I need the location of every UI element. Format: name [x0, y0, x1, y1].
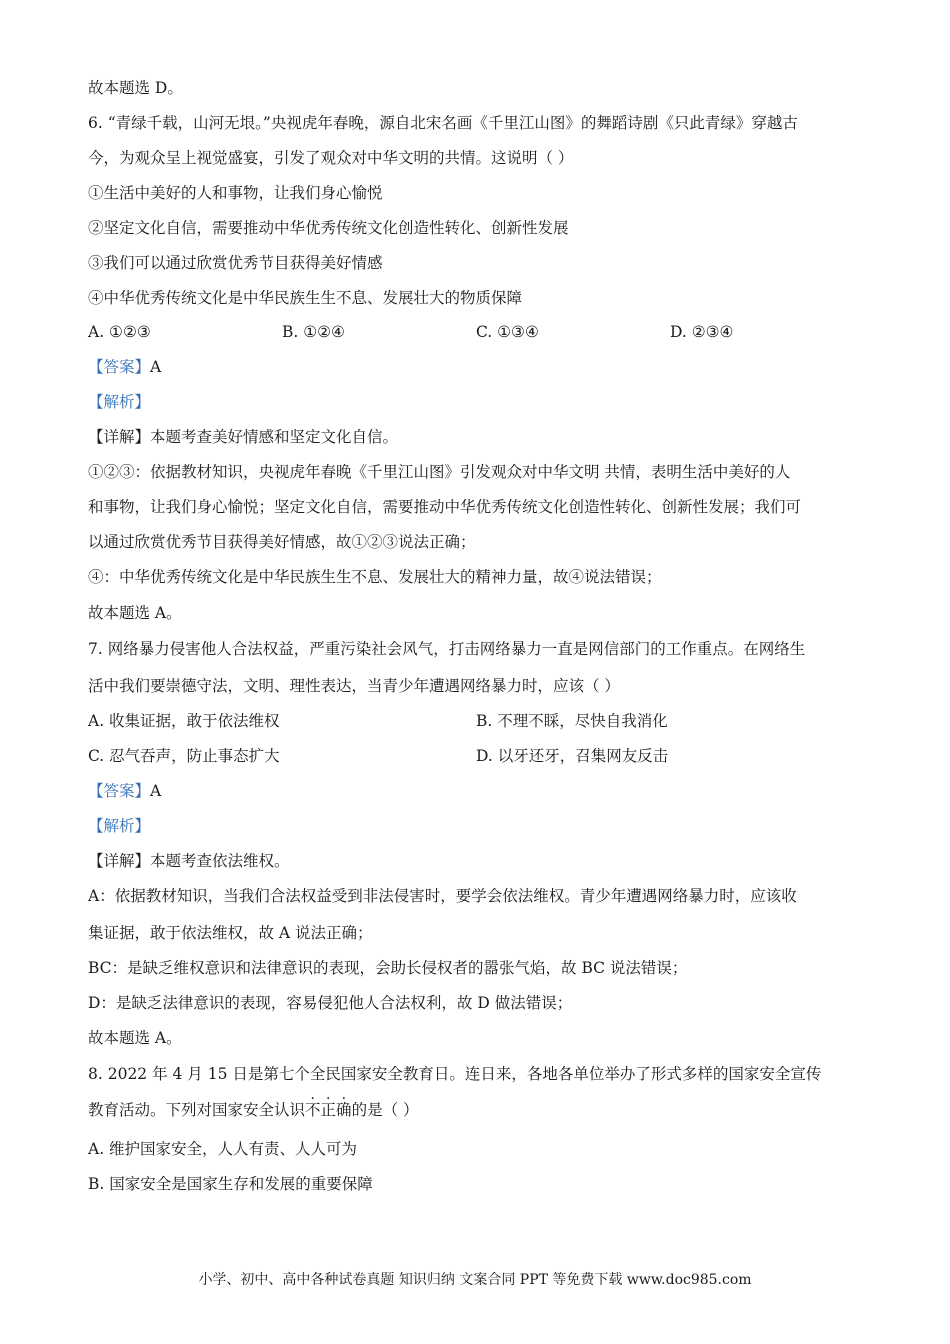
emphasized-char: 确 [336, 1101, 352, 1119]
statement-2: ②坚定文化自信，需要推动中华优秀传统文化创造性转化、创新性发展 [88, 219, 569, 237]
question-8-stem: 8. 2022 年 4 月 15 日是第七个全民国家安全教育日。连日来，各地各单位举办了形式多样的国家安全宣传 [88, 1065, 822, 1083]
explanation-line: D：是缺乏法律意识的表现，容易侵犯他人合法权利，故 D 做法错误； [88, 994, 573, 1012]
detail-text: 本题考查美好情感和坚定文化自信。 [150, 428, 399, 446]
option-a: A. 维护国家安全，人人有责、人人可为 [88, 1140, 358, 1158]
emphasized-char: 不 [305, 1101, 321, 1119]
option-b: B. 不理不睬，尽快自我消化 [476, 712, 668, 730]
analysis-tag: 【解析】 [88, 817, 151, 835]
stem-text: 教育活动。下列对国家安全认识 [88, 1101, 306, 1119]
emphasis-dots [305, 1101, 352, 1119]
detail-line [88, 427, 398, 447]
option-b: B. 国家安全是国家生存和发展的重要保障 [88, 1175, 373, 1193]
conclusion-line: 故本题选 A。 [88, 604, 182, 622]
option-b: B. ①②④ [282, 323, 345, 341]
footer-ad: 小学、初中、高中各种试卷真题 知识归纳 文案合同 PPT 等免费下载 www.doc985.com [198, 1272, 752, 1288]
conclusion-line: 故本题选 A。 [88, 1029, 182, 1047]
explanation-line: 以通过欣赏优秀节目获得美好情感，故①②③说法正确； [88, 533, 476, 551]
detail-tag: 【详解】 [88, 852, 151, 870]
option-d: D. 以牙还牙，召集网友反击 [476, 747, 669, 765]
analysis-tag: 【解析】 [88, 393, 151, 411]
answer-value: A [150, 782, 162, 800]
emphasized-char: 正 [320, 1101, 337, 1119]
answer-tag: 【答案】 [88, 358, 151, 376]
option-a: A. 收集证据，敢于依法维权 [88, 712, 280, 730]
option-c: C. 忍气吞声，防止事态扩大 [88, 747, 280, 765]
answer-line [88, 781, 161, 801]
explanation-line: 集证据，敢于依法维权，故 A 说法正确； [88, 924, 373, 942]
explanation-line: ④：中华优秀传统文化是中华民族生生不息、发展壮大的精神力量，故④说法错误； [88, 568, 662, 586]
detail-tag: 【详解】 [88, 428, 151, 446]
question-7-stem: 活中我们要崇德守法，文明、理性表达，当青少年遭遇网络暴力时，应该（ ） [88, 677, 620, 695]
question-7-stem: 7. 网络暴力侵害他人合法权益，严重污染社会风气，打击网络暴力一直是网信部门的工作重点。在网络生 [88, 640, 806, 658]
explanation-line: A：依据教材知识，当我们合法权益受到非法侵害时，要学会依法维权。青少年遭遇网络暴力时，应该收 [88, 887, 797, 905]
statement-3: ③我们可以通过欣赏优秀节目获得美好情感 [88, 254, 383, 272]
option-c: C. ①③④ [476, 323, 539, 341]
answer-line [88, 357, 161, 377]
question-6-stem: 今，为观众呈上视觉盛宴，引发了观众对中华文明的共情。这说明（ ） [88, 149, 574, 167]
question-8-stem [88, 1100, 419, 1120]
explanation-line: 和事物，让我们身心愉悦；坚定文化自信，需要推动中华优秀传统文化创造性转化、创新性发展；我们可 [88, 498, 802, 516]
detail-line [88, 851, 290, 871]
explanation-line: BC：是缺乏维权意识和法律意识的表现，会助长侵权者的嚣张气焰，故 BC 说法错误； [88, 959, 688, 977]
detail-text: 本题考查依法维权。 [150, 852, 290, 870]
emphasized-text [305, 1101, 352, 1119]
option-d: D. ②③④ [670, 323, 734, 341]
answer-value: A [150, 358, 162, 376]
option-a: A. ①②③ [88, 323, 151, 341]
statement-1: ①生活中美好的人和事物，让我们身心愉悦 [88, 184, 383, 202]
question-6-stem: 6. “青绿千载，山河无垠。”央视虎年春晚，源自北宋名画《千里江山图》的舞蹈诗剧《只此青绿》穿越古 [88, 114, 798, 132]
explanation-line: ①②③：依据教材知识，央视虎年春晚《千里江山图》引发观众对中华文明 共情，表明生活中美好的人 [88, 463, 791, 481]
answer-tag: 【答案】 [88, 782, 151, 800]
stem-text: 的是（ ） [351, 1101, 419, 1119]
conclusion-line: 故本题选 D。 [88, 79, 183, 97]
statement-4: ④中华优秀传统文化是中华民族生生不息、发展壮大的物质保障 [88, 289, 523, 307]
